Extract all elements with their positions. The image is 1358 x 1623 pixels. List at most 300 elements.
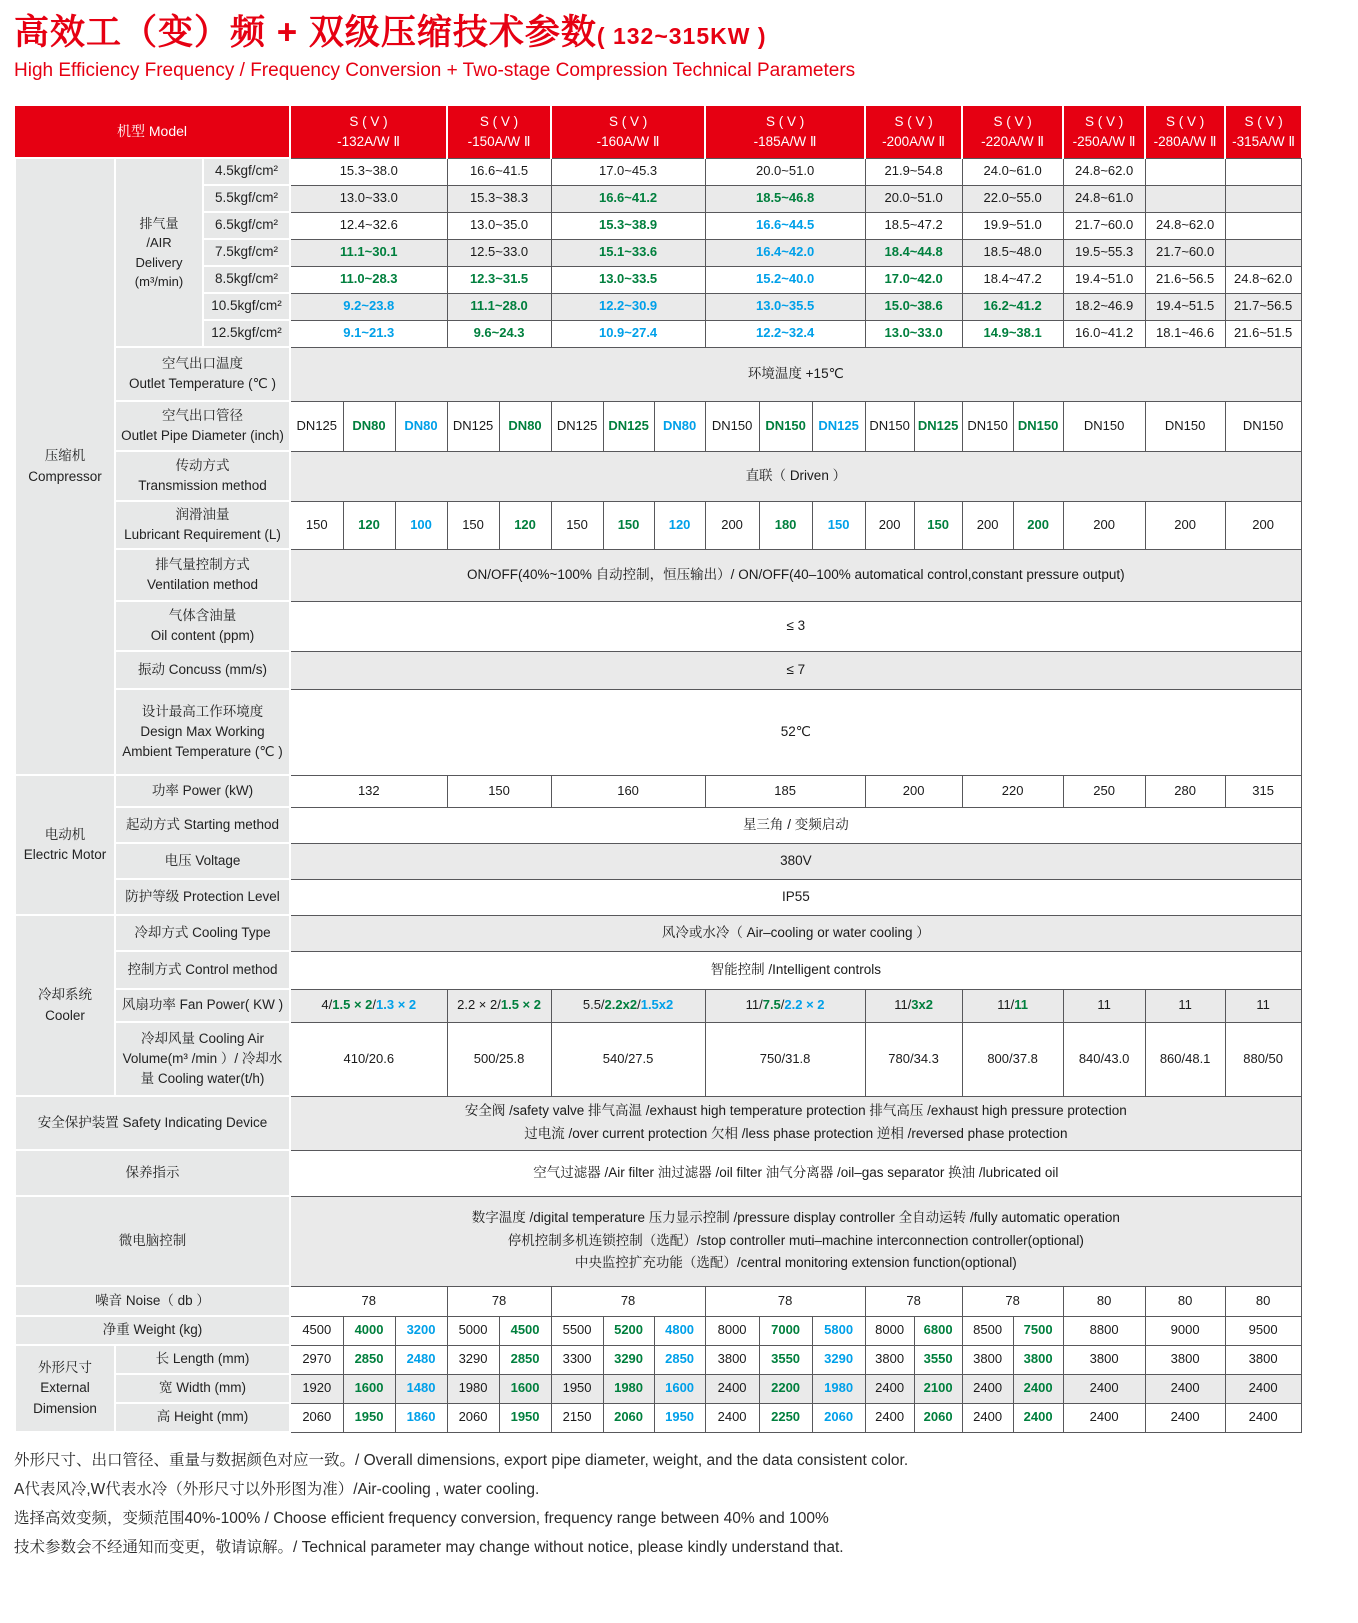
air-value: 18.5~48.0 [962,239,1063,266]
air-row [15,185,1301,212]
value-weight: 3200 [395,1316,447,1345]
value-lubricant: 200 [1013,501,1063,549]
row-cooling_type [15,915,1301,951]
air-value: 19.4~51.0 [1063,266,1145,293]
value-lubricant: 120 [343,501,395,549]
value-fan_power: 11 [1145,989,1225,1022]
pressure-label: 8.5kgf/cm² [203,266,290,293]
value-height: 2250 [759,1403,812,1432]
label-cooling_type: 冷却方式 Cooling Type [115,915,290,951]
footer-notes [14,1451,1344,1559]
value-length: 3800 [1225,1345,1301,1374]
air-value: 18.5~46.8 [705,185,865,212]
value-power: 160 [551,775,705,807]
air-value: 16.0~41.2 [1063,320,1145,347]
value-noise: 80 [1225,1286,1301,1316]
label-transmission: 传动方式 Transmission method [115,451,290,501]
value-power: 150 [447,775,551,807]
value-cooling_air: 780/34.3 [865,1022,962,1096]
value-pipe: DN150 [1225,401,1301,451]
group-motor: 电动机 Electric Motor [15,775,115,915]
value-width: 1980 [447,1374,499,1403]
air-value: 18.4~47.2 [962,266,1063,293]
row-design_temp [15,689,1301,775]
value-width: 1600 [499,1374,551,1403]
value-fan_power: 11 [1225,989,1301,1022]
page-title [14,12,1344,54]
value-pipe: DN80 [499,401,551,451]
model-header-4: S ( V ) -200A/W Ⅱ [865,106,962,158]
value-cooling_air: 750/31.8 [705,1022,865,1096]
value-width: 2400 [962,1374,1013,1403]
value-design_temp: 52℃ [290,689,1301,775]
label-ventilation: 排气量控制方式 Ventilation method [115,549,290,601]
pressure-label: 4.5kgf/cm² [203,158,290,185]
value-noise: 78 [551,1286,705,1316]
value-pipe: DN125 [603,401,654,451]
label-lubricant: 润滑油量 Lubricant Requirement (L) [115,501,290,549]
value-lubricant: 100 [395,501,447,549]
value-pipe: DN125 [290,401,343,451]
air-value: 11.0~28.3 [290,266,447,293]
value-length: 3290 [603,1345,654,1374]
row-maintenance [15,1150,1301,1196]
value-length: 3290 [812,1345,865,1374]
value-fan_power: 4/1.5 × 2/1.3 × 2 [290,989,447,1022]
air-value: 17.0~42.0 [865,266,962,293]
value-weight: 8000 [865,1316,914,1345]
air-value: 19.9~51.0 [962,212,1063,239]
air-value: 16.2~41.2 [962,293,1063,320]
model-header-corner: 机型 Model [15,106,290,158]
air-value: 10.9~27.4 [551,320,705,347]
value-power: 315 [1225,775,1301,807]
value-noise: 78 [865,1286,962,1316]
value-pipe: DN150 [705,401,759,451]
value-width: 1600 [343,1374,395,1403]
label-fan_power: 风扇功率 Fan Power( KW ) [115,989,290,1022]
value-fan_power: 11/3x2 [865,989,962,1022]
group-external: 外形尺寸 External Dimension [15,1345,115,1432]
label-noise: 噪音 Noise（ db ） [15,1286,290,1316]
value-height: 2060 [914,1403,962,1432]
row-concuss [15,651,1301,689]
value-width: 1950 [551,1374,603,1403]
value-length: 3800 [962,1345,1013,1374]
air-value: 13.0~33.5 [551,266,705,293]
group-compressor: 压缩机 Compressor [15,158,115,775]
value-weight: 9500 [1225,1316,1301,1345]
value-fan_power: 11/11 [962,989,1063,1022]
value-microcomputer: 数字温度 /digital temperature 压力显示控制 /pressure display controller 全自动运转 /fully automatic operation 停机控制多机连锁控制（选配）/stop controller muti–machine interconnection controller(optional) 中央监控扩充功能（选配）/central monitoring extension function(optional) [290,1196,1301,1286]
value-length: 3800 [1063,1345,1145,1374]
air-value: 24.8~62.0 [1145,212,1225,239]
value-outlet_temp: 环境温度 +15℃ [290,347,1301,401]
value-width: 2400 [1013,1374,1063,1403]
value-height: 1950 [343,1403,395,1432]
air-value: 12.3~31.5 [447,266,551,293]
value-pipe: DN125 [551,401,603,451]
value-lubricant: 200 [1145,501,1225,549]
page-subtitle: High Efficiency Frequency / Frequency Conversion + Two-stage Compression Technical Parameters [14,60,856,81]
footer-note: 选择高效变频，变频范围40%-100% / Choose efficient frequency conversion, frequency range between 40% and 100% [14,1509,829,1527]
air-value [1225,158,1301,185]
value-ventilation: ON/OFF(40%~100% 自动控制，恒压输出）/ ON/OFF(40–100% automatical control,constant pressure output) [290,549,1301,601]
value-width: 1980 [812,1374,865,1403]
value-width: 2400 [1225,1374,1301,1403]
value-pipe: DN80 [395,401,447,451]
page-title-range: ( 132~315KW ) [596,23,767,49]
value-height: 2060 [603,1403,654,1432]
value-cooling_air: 410/20.6 [290,1022,447,1096]
value-cooling_air: 840/43.0 [1063,1022,1145,1096]
value-power: 132 [290,775,447,807]
value-length: 3300 [551,1345,603,1374]
air-value [1225,212,1301,239]
air-row [15,158,1301,185]
air-value: 12.2~30.9 [551,293,705,320]
air-value: 21.7~56.5 [1225,293,1301,320]
value-voltage: 380V [290,843,1301,879]
value-pipe: DN150 [865,401,914,451]
value-fan_power: 5.5/2.2x2/1.5x2 [551,989,705,1022]
air-value: 11.1~28.0 [447,293,551,320]
value-height: 2400 [962,1403,1013,1432]
air-value: 21.6~56.5 [1145,266,1225,293]
label-pipe: 空气出口管径 Outlet Pipe Diameter (inch) [115,401,290,451]
model-header-3: S ( V ) -185A/W Ⅱ [705,106,865,158]
air-value: 11.1~30.1 [290,239,447,266]
value-cooling_air: 500/25.8 [447,1022,551,1096]
value-lubricant: 200 [962,501,1013,549]
row-cooling_air [15,1022,1301,1096]
air-row [15,239,1301,266]
row-microcomputer [15,1196,1301,1286]
value-lubricant: 120 [499,501,551,549]
air-value: 13.0~35.5 [705,293,865,320]
model-header-1: S ( V ) -150A/W Ⅱ [447,106,551,158]
value-weight: 5500 [551,1316,603,1345]
value-length: 2850 [654,1345,705,1374]
value-height: 1860 [395,1403,447,1432]
value-pipe: DN125 [914,401,962,451]
value-width: 2400 [705,1374,759,1403]
value-height: 1950 [654,1403,705,1432]
value-height: 2400 [865,1403,914,1432]
air-value [1225,185,1301,212]
row-voltage [15,843,1301,879]
value-pipe: DN150 [759,401,812,451]
value-starting: 星三角 / 变频启动 [290,807,1301,843]
value-height: 2060 [290,1403,343,1432]
air-value: 18.1~46.6 [1145,320,1225,347]
value-weight: 7500 [1013,1316,1063,1345]
label-protection: 防护等级 Protection Level [115,879,290,915]
value-weight: 8800 [1063,1316,1145,1345]
model-header-0: S ( V ) -132A/W Ⅱ [290,106,447,158]
air-value: 12.5~33.0 [447,239,551,266]
air-delivery-label: 排气量 /AIR Delivery (m³/min) [115,158,203,347]
value-power: 250 [1063,775,1145,807]
value-cooling_air: 800/37.8 [962,1022,1063,1096]
value-pipe: DN80 [343,401,395,451]
value-length: 2480 [395,1345,447,1374]
air-value: 24.8~61.0 [1063,185,1145,212]
row-control [15,951,1301,989]
value-power: 200 [865,775,962,807]
air-value: 24.0~61.0 [962,158,1063,185]
model-header-row [15,106,1301,158]
air-value: 21.6~51.5 [1225,320,1301,347]
value-width: 1920 [290,1374,343,1403]
value-width: 2100 [914,1374,962,1403]
label-design_temp: 设计最高工作环境度 Design Max Working Ambient Temperature (℃ ) [115,689,290,775]
value-lubricant: 120 [654,501,705,549]
air-value: 16.6~41.2 [551,185,705,212]
value-concuss: ≤ 7 [290,651,1301,689]
value-noise: 78 [705,1286,865,1316]
air-value: 17.0~45.3 [551,158,705,185]
air-value: 12.2~32.4 [705,320,865,347]
air-value: 9.1~21.3 [290,320,447,347]
value-pipe: DN125 [812,401,865,451]
title-block [14,12,1344,82]
value-width: 2400 [1063,1374,1145,1403]
air-value: 9.2~23.8 [290,293,447,320]
value-power: 220 [962,775,1063,807]
label-weight: 净重 Weight (kg) [15,1316,290,1345]
value-weight: 4500 [290,1316,343,1345]
air-value: 15.3~38.0 [290,158,447,185]
air-value: 13.0~33.0 [865,320,962,347]
air-row [15,320,1301,347]
air-value: 15.3~38.9 [551,212,705,239]
row-noise [15,1286,1301,1316]
value-maintenance: 空气过滤器 /Air filter 油过滤器 /oil filter 油气分离器 /oil–gas separator 换油 /lubricated oil [290,1150,1301,1196]
value-weight: 8000 [705,1316,759,1345]
row-length [15,1345,1301,1374]
air-value: 13.0~35.0 [447,212,551,239]
label-length: 长 Length (mm) [115,1345,290,1374]
row-lubricant [15,501,1301,549]
air-row [15,293,1301,320]
value-length: 3550 [759,1345,812,1374]
parameters-table [14,106,1302,1433]
footer-note: 外形尺寸、出口管径、重量与数据颜色对应一致。/ Overall dimensions, export pipe diameter, weight, and the data consistent color. [14,1452,909,1469]
air-value: 24.8~62.0 [1063,158,1145,185]
air-value: 16.6~44.5 [705,212,865,239]
value-transmission: 直联（ Driven ） [290,451,1301,501]
value-lubricant: 180 [759,501,812,549]
group-cooler: 冷却系统 Cooler [15,915,115,1096]
air-value: 21.9~54.8 [865,158,962,185]
row-power [15,775,1301,807]
air-value: 15.0~38.6 [865,293,962,320]
value-pipe: DN150 [962,401,1013,451]
value-height: 2150 [551,1403,603,1432]
value-height: 2400 [1063,1403,1145,1432]
label-power: 功率 Power (kW) [115,775,290,807]
value-power: 185 [705,775,865,807]
air-value: 15.1~33.6 [551,239,705,266]
air-value: 15.2~40.0 [705,266,865,293]
value-lubricant: 200 [865,501,914,549]
air-value: 14.9~38.1 [962,320,1063,347]
row-starting [15,807,1301,843]
value-noise: 78 [962,1286,1063,1316]
label-safety: 安全保护装置 Safety Indicating Device [15,1096,290,1150]
value-length: 2850 [499,1345,551,1374]
row-safety [15,1096,1301,1150]
air-value: 12.4~32.6 [290,212,447,239]
row-oil_content [15,601,1301,651]
air-value: 9.6~24.3 [447,320,551,347]
value-noise: 80 [1145,1286,1225,1316]
value-lubricant: 200 [705,501,759,549]
value-cooling_air: 540/27.5 [551,1022,705,1096]
value-weight: 7000 [759,1316,812,1345]
row-width [15,1374,1301,1403]
value-pipe: DN150 [1013,401,1063,451]
label-outlet_temp: 空气出口温度 Outlet Temperature (℃ ) [115,347,290,401]
label-oil_content: 气体含油量 Oil content (ppm) [115,601,290,651]
value-length: 3550 [914,1345,962,1374]
label-height: 高 Height (mm) [115,1403,290,1432]
model-header-7: S ( V ) -280A/W Ⅱ [1145,106,1225,158]
page-title-zh: 高效工（变）频 + 双级压缩技术参数 [14,13,597,52]
model-header-6: S ( V ) -250A/W Ⅱ [1063,106,1145,158]
value-length: 3800 [1145,1345,1225,1374]
row-ventilation [15,549,1301,601]
value-pipe: DN80 [654,401,705,451]
value-cooling_air: 880/50 [1225,1022,1301,1096]
value-lubricant: 150 [914,501,962,549]
row-fan_power [15,989,1301,1022]
value-lubricant: 200 [1063,501,1145,549]
model-header-8: S ( V ) -315A/W Ⅱ [1225,106,1301,158]
value-weight: 6800 [914,1316,962,1345]
value-height: 2400 [1225,1403,1301,1432]
value-weight: 9000 [1145,1316,1225,1345]
label-starting: 起动方式 Starting method [115,807,290,843]
pressure-label: 12.5kgf/cm² [203,320,290,347]
value-height: 2400 [705,1403,759,1432]
air-value: 19.5~55.3 [1063,239,1145,266]
value-length: 2970 [290,1345,343,1374]
air-value: 18.5~47.2 [865,212,962,239]
value-width: 2400 [1145,1374,1225,1403]
value-height: 2060 [812,1403,865,1432]
value-noise: 80 [1063,1286,1145,1316]
value-width: 1480 [395,1374,447,1403]
value-length: 2850 [343,1345,395,1374]
pressure-label: 5.5kgf/cm² [203,185,290,212]
value-weight: 5200 [603,1316,654,1345]
air-value: 13.0~33.0 [290,185,447,212]
value-width: 2200 [759,1374,812,1403]
pressure-label: 6.5kgf/cm² [203,212,290,239]
value-fan_power: 11/7.5/2.2 × 2 [705,989,865,1022]
value-oil_content: ≤ 3 [290,601,1301,651]
air-value: 19.4~51.5 [1145,293,1225,320]
value-length: 3800 [705,1345,759,1374]
value-lubricant: 200 [1225,501,1301,549]
air-value: 20.0~51.0 [705,158,865,185]
value-weight: 5000 [447,1316,499,1345]
value-height: 2400 [1145,1403,1225,1432]
air-row [15,212,1301,239]
value-protection: IP55 [290,879,1301,915]
value-lubricant: 150 [290,501,343,549]
value-weight: 4500 [499,1316,551,1345]
air-value: 16.4~42.0 [705,239,865,266]
air-value [1145,158,1225,185]
row-transmission [15,451,1301,501]
value-cooling_type: 风冷或水冷（ Air–cooling or water cooling ） [290,915,1301,951]
label-voltage: 电压 Voltage [115,843,290,879]
footer-note: A代表风冷,W代表水冷（外形尺寸以外形图为准）/Air-cooling , water cooling. [14,1480,540,1498]
air-value [1145,185,1225,212]
value-length: 3800 [1013,1345,1063,1374]
value-control: 智能控制 /Intelligent controls [290,951,1301,989]
pressure-label: 7.5kgf/cm² [203,239,290,266]
value-width: 1600 [654,1374,705,1403]
value-weight: 4000 [343,1316,395,1345]
air-value: 20.0~51.0 [865,185,962,212]
model-header-2: S ( V ) -160A/W Ⅱ [551,106,705,158]
value-fan_power: 11 [1063,989,1145,1022]
air-value: 18.4~44.8 [865,239,962,266]
value-length: 3800 [865,1345,914,1374]
value-width: 2400 [865,1374,914,1403]
air-row [15,266,1301,293]
model-header-5: S ( V ) -220A/W Ⅱ [962,106,1063,158]
value-noise: 78 [447,1286,551,1316]
label-microcomputer: 微电脑控制 [15,1196,290,1286]
value-pipe: DN150 [1145,401,1225,451]
value-fan_power: 2.2 × 2/1.5 × 2 [447,989,551,1022]
value-length: 3290 [447,1345,499,1374]
row-weight [15,1316,1301,1345]
air-value: 21.7~60.0 [1145,239,1225,266]
value-weight: 5800 [812,1316,865,1345]
row-protection [15,879,1301,915]
value-lubricant: 150 [551,501,603,549]
value-weight: 4800 [654,1316,705,1345]
value-pipe: DN125 [447,401,499,451]
air-value: 24.8~62.0 [1225,266,1301,293]
value-pipe: DN150 [1063,401,1145,451]
value-height: 1950 [499,1403,551,1432]
air-value: 22.0~55.0 [962,185,1063,212]
label-cooling_air: 冷却风量 Cooling Air Volume(m³ /min ）/ 冷却水 量 Cooling water(t/h) [115,1022,290,1096]
value-width: 1980 [603,1374,654,1403]
air-value: 21.7~60.0 [1063,212,1145,239]
label-maintenance: 保养指示 [15,1150,290,1196]
footer-note: 技术参数会不经通知而变更，敬请谅解。/ Technical parameter may change without notice, please kindly understand that. [14,1538,844,1556]
value-noise: 78 [290,1286,447,1316]
label-width: 宽 Width (mm) [115,1374,290,1403]
row-outlet_temp [15,347,1301,401]
air-value: 15.3~38.3 [447,185,551,212]
air-value [1225,239,1301,266]
value-lubricant: 150 [447,501,499,549]
air-value: 16.6~41.5 [447,158,551,185]
row-pipe [15,401,1301,451]
row-height [15,1403,1301,1432]
value-weight: 8500 [962,1316,1013,1345]
value-height: 2400 [1013,1403,1063,1432]
